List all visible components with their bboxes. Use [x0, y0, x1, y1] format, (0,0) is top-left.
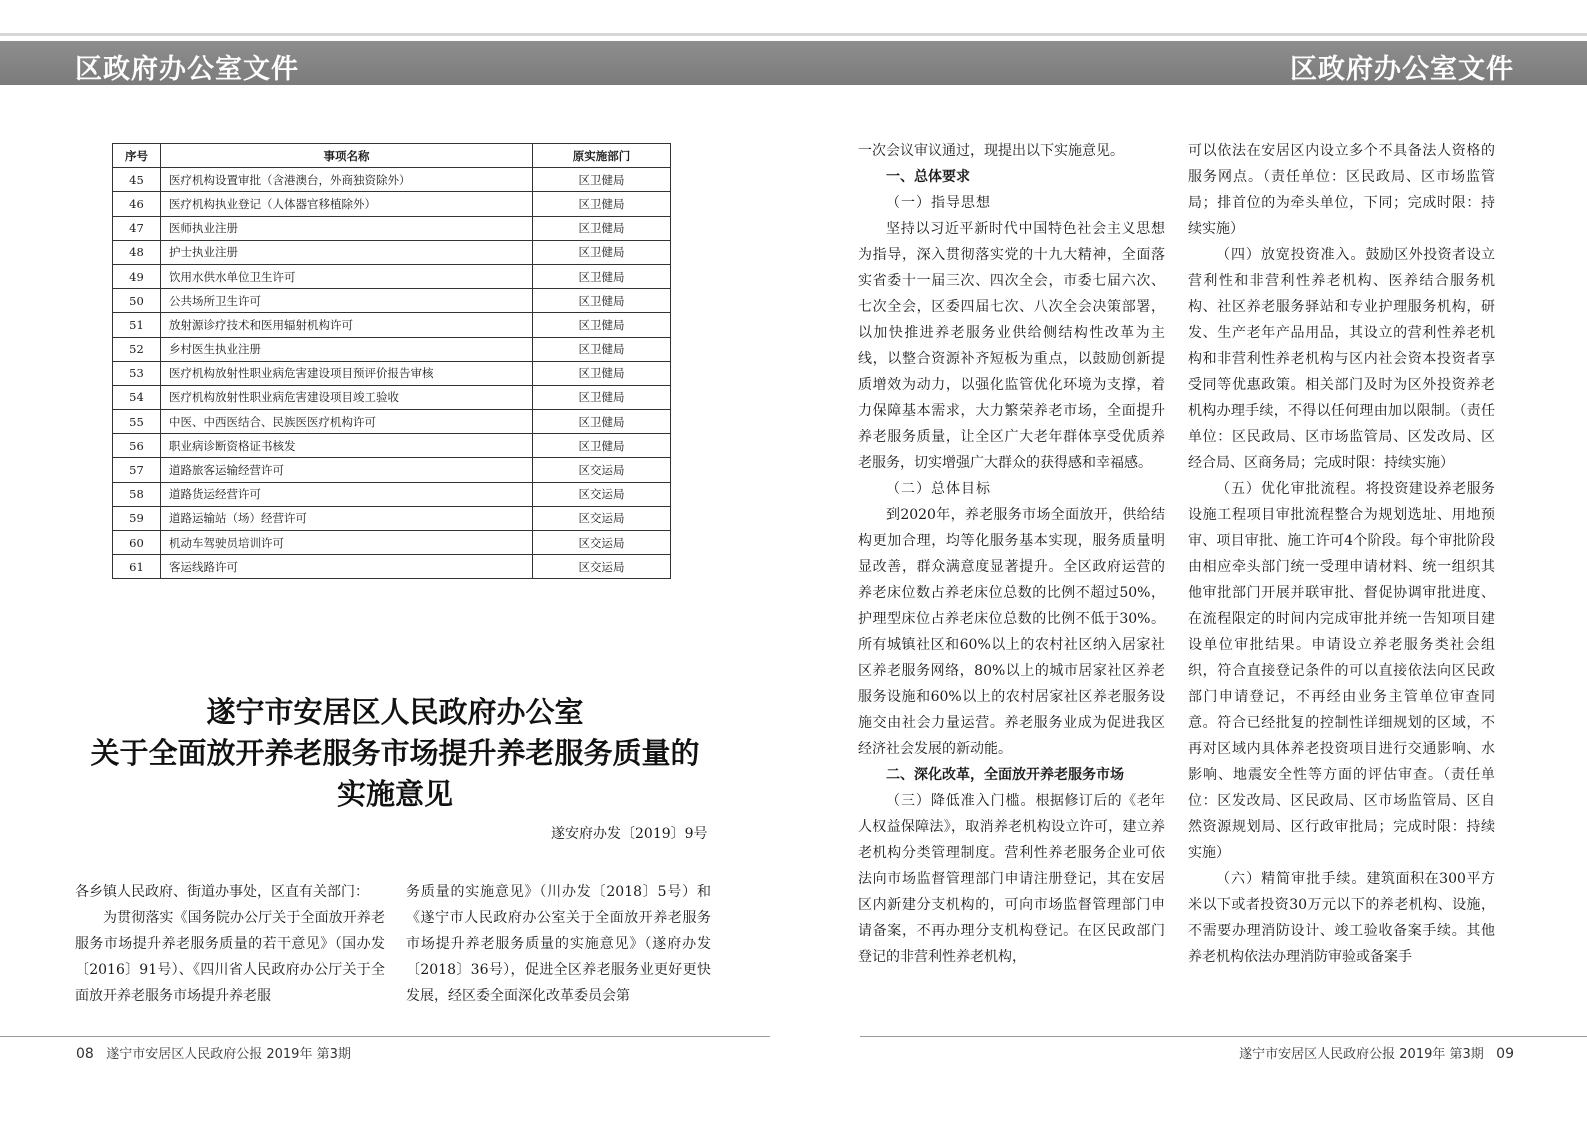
- table-row: [113, 482, 671, 506]
- salutation: 各乡镇人民政府、街道办事处，区直有关部门：: [75, 884, 369, 900]
- paragraph-guiding-ideology: 坚持以习近平新时代中国特色社会主义思想为指导，深入贯彻落实党的十九大精神，全面落实省委十一届三次、四次全会，市委七届六次、七次全会，区委四届七次、八次全会决策部署，以加快推进养老服务业供给侧结构性改革为主线，以整合资源补齐短板为重点，以鼓励创新提质增效为动力，以强化监管优化环境为支撑，着力保障基本需求，大力繁荣养老市场，全面提升养老服务质量，让全区广大老年群体享受优质养老服务，切实增强广大群众的获得感和幸福感。: [858, 221, 1165, 471]
- row-number: 51: [113, 313, 161, 337]
- item-name: 乡村医生执业注册: [161, 337, 533, 361]
- row-number: 60: [113, 531, 161, 555]
- table-row: [113, 216, 671, 240]
- department: 区卫健局: [533, 313, 671, 337]
- item-name: 医疗机构放射性职业病危害建设项目预评价报告审核: [161, 361, 533, 385]
- section-heading-2: 二、深化改革，全面放开养老服务市场: [886, 767, 1124, 783]
- item-name: 护士执业注册: [161, 240, 533, 264]
- intro-end: 一次会议审议通过，现提出以下实施意见。: [858, 143, 1124, 159]
- item-name: 医疗机构放射性职业病危害建设项目竣工验收: [161, 385, 533, 409]
- footer-rule-left: [0, 1036, 770, 1037]
- page-number-right: 09: [1496, 1046, 1514, 1062]
- subsection-lead-3: （三）降低准入门槛。: [886, 793, 1036, 809]
- subsection-lead-5: （五）优化审批流程。: [1216, 481, 1366, 497]
- item-name: 医疗机构设置审批（含港澳台，外商独资除外）: [161, 168, 533, 192]
- item-name: 中医、中西医结合、民族医医疗机构许可: [161, 410, 533, 434]
- intro-paragraph: 为贯彻落实《国务院办公厅关于全面放开养老服务市场提升养老服务质量的若干意见》（国办发〔2016〕91号）、《四川省人民政府办公厅关于全面放开养老服务市场提升养老服: [75, 910, 385, 1004]
- doc-title-line3: 实施意见: [336, 777, 453, 811]
- table-row: [113, 313, 671, 337]
- subsection-text-6: 建筑面积在300平方米以下或者投资30万元以下的养老机构、设施，不需要办理消防设计、竣工验收备案手续。其他养老机构依法办理消防审验或备案手: [1188, 871, 1495, 965]
- department: 区卫健局: [533, 168, 671, 192]
- footer-publication-right: 遂宁市安居区人民政府公报 2019年 第3期: [1239, 1047, 1484, 1062]
- paragraph-investment: [1188, 242, 1495, 476]
- top-rule: [0, 33, 1587, 36]
- row-number: 54: [113, 385, 161, 409]
- footer-rule-right: [860, 1036, 1587, 1037]
- department: 区交运局: [533, 531, 671, 555]
- header-cell-no: 序号: [113, 144, 161, 168]
- row-number: 61: [113, 555, 161, 579]
- table-row: [113, 289, 671, 313]
- table-row: [113, 240, 671, 264]
- body-column-2: [406, 879, 711, 1009]
- department: 区卫健局: [533, 240, 671, 264]
- body-column-4: [1188, 138, 1495, 970]
- intro-continued: 务质量的实施意见》（川办发〔2018〕5号）和《遂宁市人民政府办公室关于全面放开养老服务市场提升养老服务质量的实施意见》（遂府办发〔2018〕36号），促进全区养老服务业更好更快发展，经区委全面深化改革委员会第: [406, 884, 711, 1004]
- item-name: 机动车驾驶员培训许可: [161, 531, 533, 555]
- item-table: [112, 143, 671, 579]
- department: 区交运局: [533, 458, 671, 482]
- table-row: [113, 555, 671, 579]
- row-number: 49: [113, 264, 161, 288]
- doc-number: 遂安府办发〔2019〕9号: [551, 826, 708, 842]
- page-number-left: 08: [76, 1046, 94, 1062]
- footer-publication-left: 遂宁市安居区人民政府公报 2019年 第3期: [106, 1047, 351, 1062]
- header-cell-dept: 原实施部门: [533, 144, 671, 168]
- item-name: 道路运输站（场）经营许可: [161, 506, 533, 530]
- department: 区卫健局: [533, 264, 671, 288]
- doc-title-line2: 关于全面放开养老服务市场提升养老服务质量的: [90, 736, 700, 770]
- subsection-text-5: 将投资建设养老服务设施工程项目审批流程整合为规划选址、用地预审、项目审批、施工许可4个阶段。每个审批阶段由相应牵头部门统一受理申请材料、统一组织其他审批部门开展并联审批、督促协调审批进度、在流程限定的时间内完成审批并统一告知项目建设单位审批结果。申请设立养老服务类社会组织，符合直接登记条件的可以直接依法向区民政部门申请登记，不再经由业务主管单位审查同意。符合已经批复的控制性详细规划的区域，不再对区域内具体养老投资项目进行交通影响、水影响、地震安全性等方面的评估审查。（责任单位：区发改局、区民政局、区市场监管局、区自然资源规划局、区行政审批局；完成时限：持续实施）: [1188, 481, 1496, 861]
- department: 区交运局: [533, 482, 671, 506]
- item-name: 医师执业注册: [161, 216, 533, 240]
- row-number: 52: [113, 337, 161, 361]
- paragraph-simplify-procedures: [1188, 866, 1495, 970]
- row-number: 46: [113, 192, 161, 216]
- item-name: 道路货运经营许可: [161, 482, 533, 506]
- paragraph-overall-goal: 到2020年，养老服务市场全面放开，供给结构更加合理，均等化服务基本实现，服务质量明显改善，群众满意度显著提升。全区政府运营的养老床位数占养老床位总数的比例不超过50%，护理型床位占养老床位总数的比例不低于30%。所有城镇社区和60%以上的农村社区纳入居家社区养老服务网络，80%以上的城市居家社区养老服务设施和60%以上的农村居家社区养老服务设施交由社会力量运营。养老服务业成为促进我区经济社会发展的新动能。: [858, 507, 1165, 757]
- row-number: 55: [113, 410, 161, 434]
- table-row: [113, 192, 671, 216]
- row-number: 50: [113, 289, 161, 313]
- item-name: 客运线路许可: [161, 555, 533, 579]
- table-row: [113, 434, 671, 458]
- department: 区卫健局: [533, 410, 671, 434]
- table-row: [113, 458, 671, 482]
- header-title-left: 区政府办公室文件: [75, 54, 299, 85]
- subsection-text-4: 鼓励区外投资者设立营利性和非营利性养老机构、医养结合服务机构、社区养老服务驿站和专业护理服务机构，研发、生产老年产品用品，其设立的营利性养老机构和非营利性养老机构与区内社会资本投资者享受同等优惠政策。相关部门及时为区外投资养老机构办理手续，不得以任何理由加以限制。（责任单位：区民政局、区市场监管局、区发改局、区经合局、区商务局；完成时限：持续实施）: [1188, 247, 1496, 471]
- section-heading-1: 一、总体要求: [886, 169, 970, 185]
- table-row: [113, 385, 671, 409]
- subsection-heading-1: （一）指导思想: [886, 195, 991, 211]
- row-number: 53: [113, 361, 161, 385]
- table-row: [113, 410, 671, 434]
- subsection-heading-2: （二）总体目标: [886, 481, 991, 497]
- header-cell-name: 事项名称: [161, 144, 533, 168]
- table-row: [113, 531, 671, 555]
- row-number: 47: [113, 216, 161, 240]
- paragraph-continued: 可以依法在安居区内设立多个不具备法人资格的服务网点。（责任单位：区民政局、区市场监管局；排首位的为牵头单位，下同；完成时限：持续实施）: [1188, 143, 1495, 237]
- footer-right: [1239, 1043, 1514, 1062]
- department: 区卫健局: [533, 434, 671, 458]
- table-row: [113, 361, 671, 385]
- row-number: 56: [113, 434, 161, 458]
- header-title-right: 区政府办公室文件: [1290, 54, 1514, 85]
- department: 区交运局: [533, 506, 671, 530]
- item-name: 职业病诊断资格证书核发: [161, 434, 533, 458]
- paragraph-lower-threshold: [858, 788, 1165, 970]
- item-name: 放射源诊疗技术和医用辐射机构许可: [161, 313, 533, 337]
- body-column-1: [75, 879, 385, 1009]
- body-column-3: [858, 138, 1165, 970]
- department: 区卫健局: [533, 361, 671, 385]
- paragraph-approval-process: [1188, 476, 1495, 866]
- table-row: [113, 506, 671, 530]
- item-name: 公共场所卫生许可: [161, 289, 533, 313]
- table-row: [113, 264, 671, 288]
- footer-left: [76, 1043, 351, 1062]
- item-name: 医疗机构执业登记（人体器官移植除外）: [161, 192, 533, 216]
- doc-title-line1: 遂宁市安居区人民政府办公室: [206, 695, 584, 729]
- subsection-text-3: 根据修订后的《老年人权益保障法》，取消养老机构设立许可，建立养老机构分类管理制度。营利性养老服务企业可依法向市场监督管理部门申请注册登记，其在安居区内新建分支机构的，可向市场监督管理部门申请备案，不再办理分支机构登记。在区民政部门登记的非营利性养老机构，: [858, 793, 1166, 965]
- department: 区交运局: [533, 555, 671, 579]
- department: 区卫健局: [533, 289, 671, 313]
- row-number: 57: [113, 458, 161, 482]
- table-row: [113, 337, 671, 361]
- department: 区卫健局: [533, 192, 671, 216]
- table-row: [113, 168, 671, 192]
- department: 区卫健局: [533, 337, 671, 361]
- department: 区卫健局: [533, 216, 671, 240]
- subsection-lead-6: （六）精简审批手续。: [1216, 871, 1367, 887]
- row-number: 48: [113, 240, 161, 264]
- row-number: 58: [113, 482, 161, 506]
- row-number: 59: [113, 506, 161, 530]
- row-number: 45: [113, 168, 161, 192]
- table-header-row: [113, 144, 671, 168]
- subsection-lead-4: （四）放宽投资准入。: [1216, 247, 1366, 263]
- item-name: 饮用水供水单位卫生许可: [161, 264, 533, 288]
- table-body: [113, 168, 671, 579]
- item-name: 道路旅客运输经营许可: [161, 458, 533, 482]
- department: 区卫健局: [533, 385, 671, 409]
